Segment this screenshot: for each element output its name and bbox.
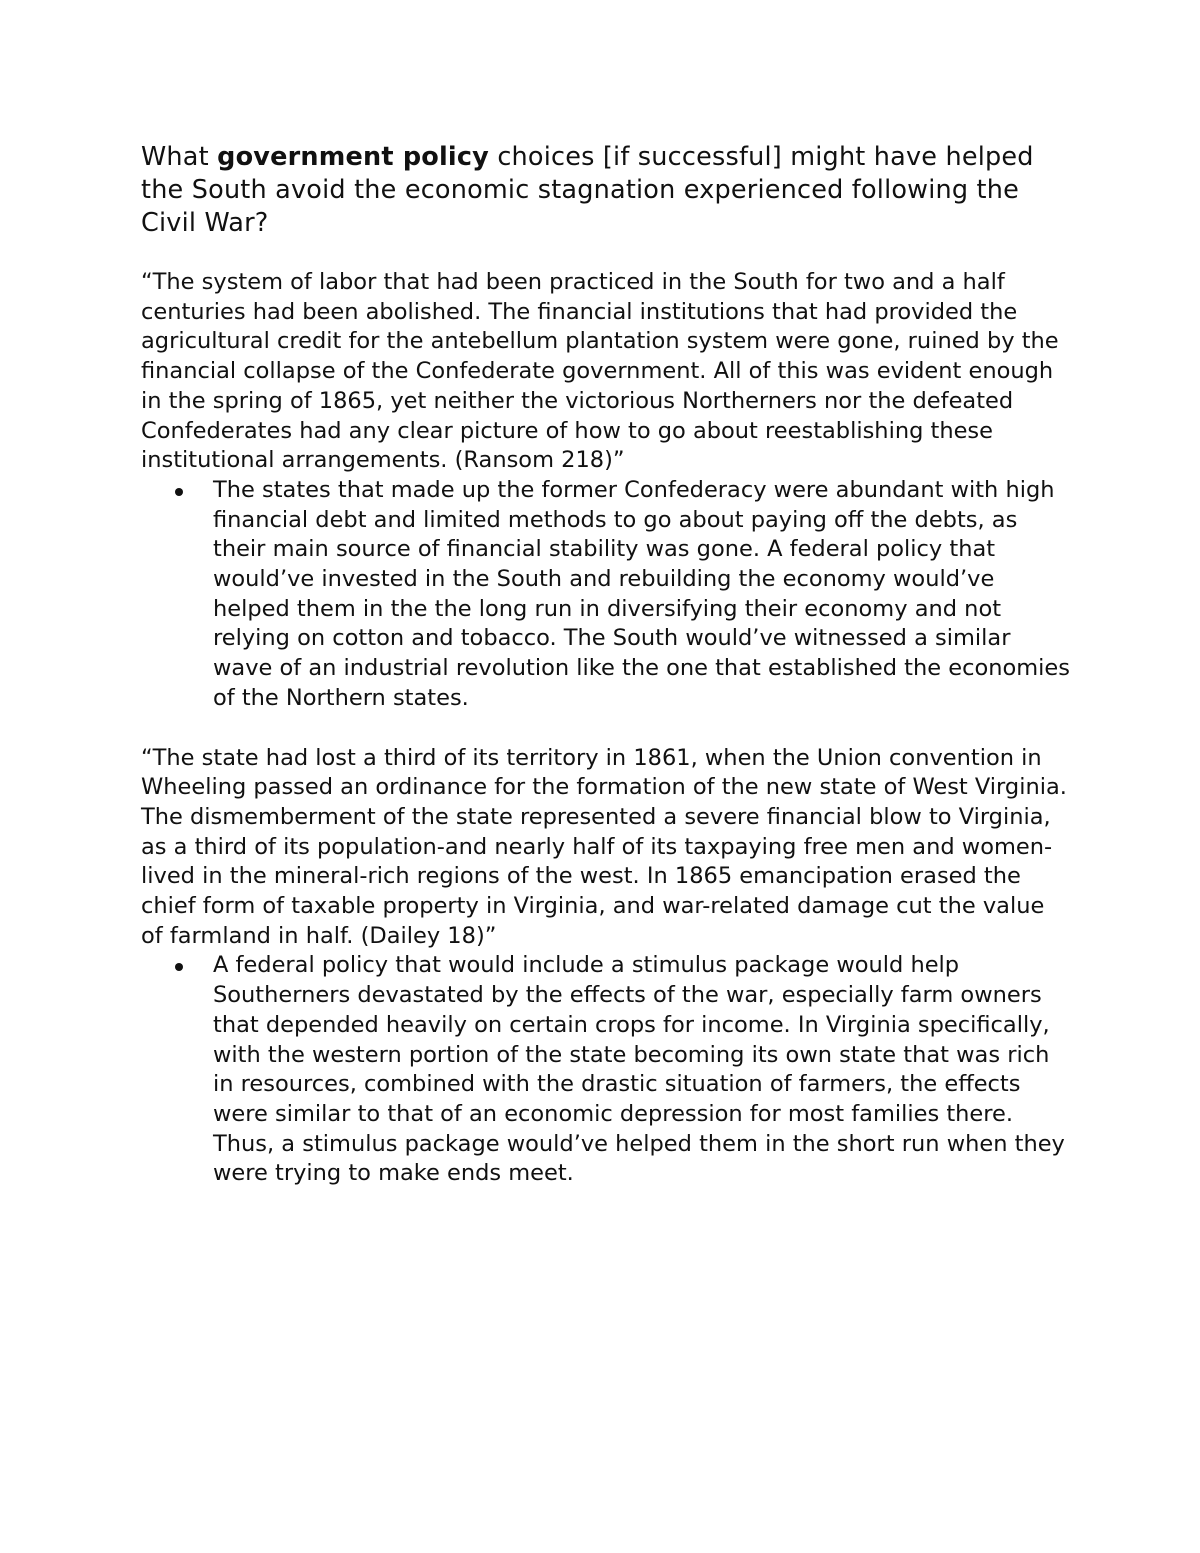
- question-suffix: choices [if successful] might have helped the South avoid the economic stagnation experienced following the Civil War?: [141, 142, 1034, 238]
- bullet-list-1: [141, 476, 1071, 714]
- bullet-icon: [175, 963, 183, 971]
- bullet-text: The states that made up the former Confederacy were abundant with high financial debt and limited methods to go about paying off the debts, as their main source of financial stability was gone. A federal policy that would’ve invested in the South and rebuilding the economy would’ve helped them in the the long run in diversifying their economy and not relying on cotton and tobacco. The South would’ve witnessed a similar wave of an industrial revolution like the one that established the economies of the Northern states.: [213, 476, 1070, 711]
- bullet-text: A federal policy that would include a stimulus package would help Southerners devastated by the effects of the war, especially farm owners that depended heavily on certain crops for income. In Virginia specifically, with the western portion of the state becoming its own state that was rich in resources, combined with the drastic situation of farmers, the effects were similar to that of an economic depression for most families there. Thus, a stimulus package would’ve helped them in the short run when they were trying to make ends meet.: [213, 952, 1065, 1187]
- question-prefix: What: [141, 142, 218, 172]
- question-bold-phrase: government policy: [217, 142, 490, 172]
- bullet-list-2: [141, 951, 1071, 1189]
- quote-ransom: “The system of labor that had been practiced in the South for two and a half centuries had been abolished. The financial institutions that had provided the agricultural credit for the antebellum plantation system were gone, ruined by the financial collapse of the Confederate government. All of this was evident enough in the spring of 1865, yet neither the victorious Northerners nor the defeated Confederates had any clear picture of how to go about reestablishing these institutional arrangements. (Ransom 218)”: [141, 269, 1059, 474]
- list-item: [141, 476, 1071, 714]
- list-item: [141, 951, 1071, 1189]
- document-page: [141, 141, 1071, 1189]
- paragraph-spacer: [141, 714, 1071, 744]
- quote-dailey: “The state had lost a third of its territory in 1861, when the Union convention in Wheeling passed an ordinance for the formation of the new state of West Virginia. The dismemberment of the state represented a severe financial blow to Virginia, as a third of its population-and nearly half of its taxpaying free men and women-lived in the mineral-rich regions of the west. In 1865 emancipation erased the chief form of taxable property in Virginia, and war-related damage cut the value of farmland in half. (Dailey 18)”: [141, 744, 1067, 949]
- bullet-icon: [175, 488, 183, 496]
- question-heading: [141, 141, 1071, 240]
